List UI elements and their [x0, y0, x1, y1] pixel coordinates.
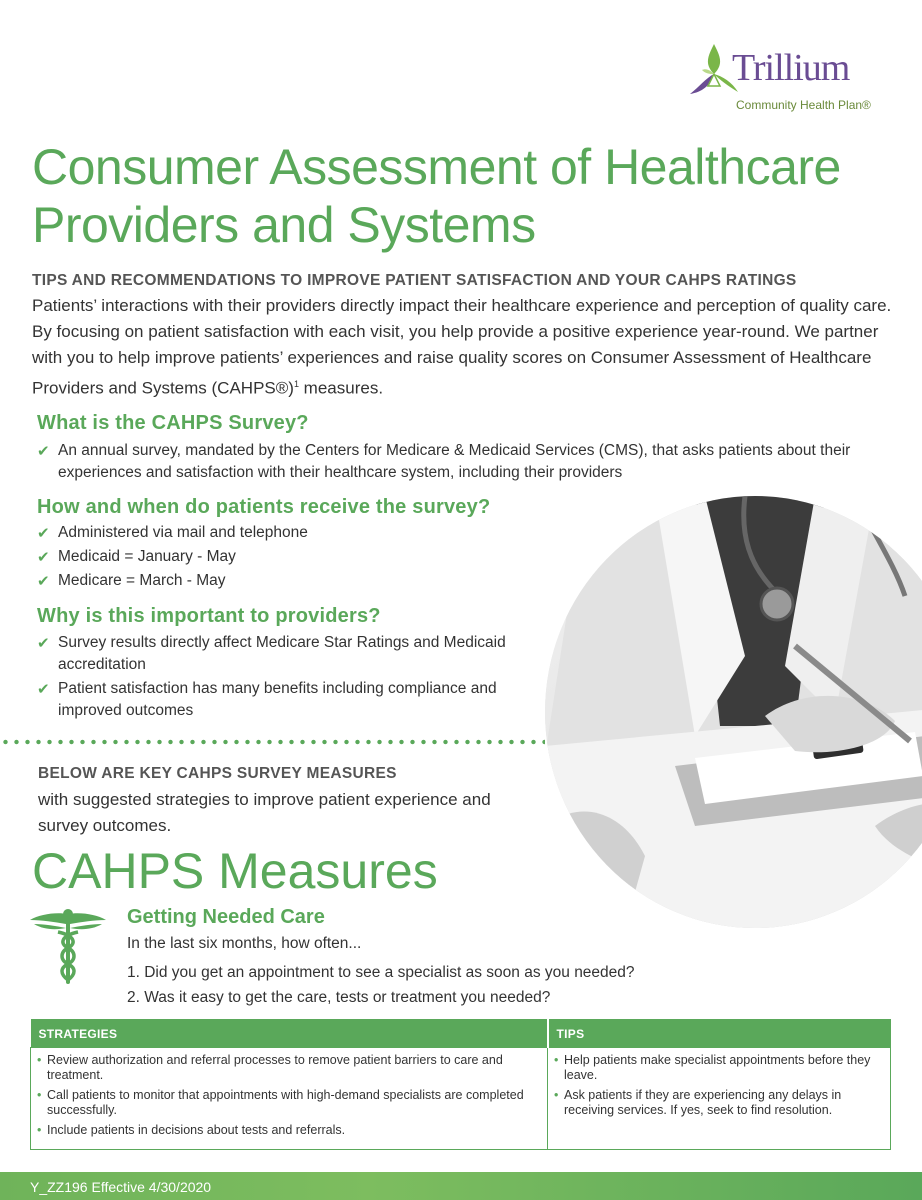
list-item-text: Survey results directly affect Medicare Star Ratings and Medicaid accreditation	[58, 634, 506, 673]
below-text: with suggested strategies to improve patient experience and survey outcomes.	[38, 790, 491, 835]
below-heading: BELOW ARE KEY CAHPS SURVEY MEASURES	[38, 765, 397, 782]
list-item-text: Medicaid = January - May	[58, 548, 236, 565]
strategies-cell	[31, 1048, 548, 1150]
strategies-list	[37, 1053, 541, 1138]
measure-heading: Getting Needed Care	[127, 906, 325, 928]
measure-questions	[127, 960, 635, 1010]
list-item: • Include patients in decisions about tests and referrals.	[37, 1123, 541, 1138]
section-list-why-important	[37, 632, 507, 724]
section-list-how-when	[37, 522, 517, 594]
check-icon: ✔	[37, 681, 50, 698]
list-item	[37, 678, 507, 722]
intro-footnote: 1	[293, 379, 299, 389]
measure-question: 1. Did you get an appointment to see a specialist as soon as you needed?	[127, 964, 635, 981]
list-item-text: Patient satisfaction has many benefits including compliance and improved outcomes	[58, 680, 497, 719]
list-item	[37, 632, 507, 676]
measures-title: CAHPS Measures	[32, 843, 438, 899]
footer-code: Y_ZZ196 Effective 4/30/2020	[30, 1179, 212, 1195]
check-icon: ✔	[37, 635, 50, 652]
dotted-divider	[0, 739, 545, 745]
list-item: • Call patients to monitor that appointments with high-demand specialists are completed successfully.	[37, 1088, 541, 1118]
list-item	[37, 546, 517, 568]
measure-intro: In the last six months, how often...	[127, 935, 362, 952]
doctor-illustration	[545, 496, 922, 928]
list-item	[37, 570, 517, 592]
list-item	[37, 522, 517, 544]
check-icon: ✔	[37, 525, 50, 542]
logo-name: Trillium	[732, 47, 850, 89]
intro-end: measures.	[298, 378, 384, 398]
table-header-strategies: STRATEGIES	[31, 1019, 548, 1048]
page-title: Consumer Assessment of Healthcare Providers and Systems	[32, 139, 841, 253]
tips-cell	[548, 1048, 891, 1150]
section-heading-why-important: Why is this important to providers?	[37, 605, 381, 627]
list-item: • Help patients make specialist appointments before they leave.	[554, 1053, 884, 1083]
check-icon: ✔	[37, 549, 50, 566]
section-list-what-is	[37, 440, 857, 486]
section-heading-what-is: What is the CAHPS Survey?	[37, 412, 309, 434]
list-item: • Review authorization and referral processes to remove patient barriers to care and treatment.	[37, 1053, 541, 1083]
measure-question: 2. Was it easy to get the care, tests or treatment you needed?	[127, 989, 551, 1006]
section-heading-how-when: How and when do patients receive the survey?	[37, 496, 491, 518]
table-row	[31, 1048, 891, 1150]
strategies-tips-table	[30, 1019, 891, 1150]
table-header-tips: TIPS	[548, 1019, 891, 1048]
list-item-text: An annual survey, mandated by the Centers for Medicare & Medicaid Services (CMS), that asks patients about their experiences and satisfaction with their healthcare system, including their providers	[58, 442, 851, 481]
table-header-row	[31, 1019, 891, 1048]
tips-list	[554, 1053, 884, 1118]
list-item-text: Medicare = March - May	[58, 572, 226, 589]
footer-bar	[0, 1172, 922, 1200]
intro-paragraph	[32, 293, 892, 402]
list-item-text: Administered via mail and telephone	[58, 524, 308, 541]
intro-text: Patients’ interactions with their providers directly impact their healthcare experience and perception of quality care. By focusing on patient satisfaction with each visit, you help provide a positive experience year-round. We partner with you to help improve patients’ experiences and raise quality scores on Consumer Assessment of Healthcare Providers and Systems (CAHPS®)	[32, 296, 892, 398]
list-item	[37, 440, 857, 484]
check-icon: ✔	[37, 573, 50, 590]
trillium-logo	[688, 42, 888, 118]
caduceus-icon	[28, 906, 108, 986]
tips-heading: TIPS AND RECOMMENDATIONS TO IMPROVE PATIENT SATISFACTION AND YOUR CAHPS RATINGS	[32, 272, 797, 289]
list-item: • Ask patients if they are experiencing any delays in receiving services. If yes, seek to find resolution.	[554, 1088, 884, 1118]
logo-subtitle: Community Health Plan®	[736, 98, 871, 112]
check-icon: ✔	[37, 443, 50, 460]
doctor-writing-photo	[545, 496, 922, 928]
